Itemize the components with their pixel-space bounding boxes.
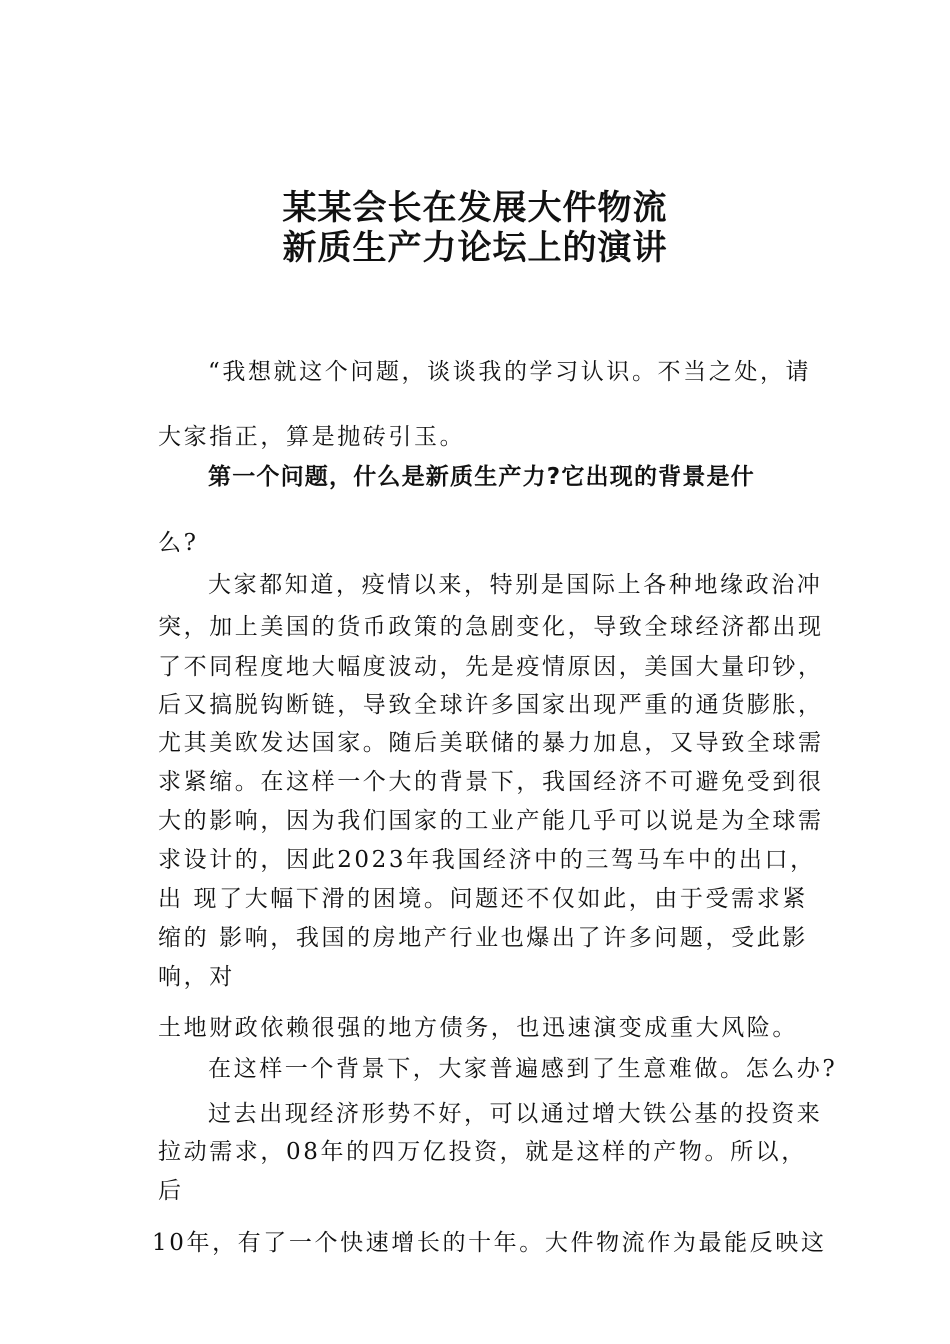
paragraph-line: 大家指正，算是抛砖引玉。 bbox=[158, 424, 466, 450]
paragraph-line: 突，加上美国的货币政策的急剧变化，导致全球经济都出现 bbox=[158, 614, 824, 640]
document-title-line-2: 新质生产力论坛上的演讲 bbox=[282, 228, 668, 268]
paragraph-line: 响，对 bbox=[158, 964, 235, 990]
paragraph-line: 10年，有了一个快速增长的十年。大件物流作为最能反映这 bbox=[152, 1230, 827, 1256]
paragraph-line: 在这样一个背景下，大家普遍感到了生意难做。怎么办? bbox=[208, 1056, 838, 1082]
paragraph-line: 出 现了大幅下滑的困境。问题还不仅如此，由于受需求紧 bbox=[158, 886, 808, 912]
section-heading-line: 么? bbox=[158, 530, 199, 556]
paragraph-line: 求设计的，因此2023年我国经济中的三驾马车中的出口， bbox=[158, 847, 816, 873]
paragraph-line: 后 bbox=[158, 1178, 184, 1204]
paragraph-line: 后又搞脱钩断链，导致全球许多国家出现严重的通货膨胀， bbox=[158, 692, 824, 718]
paragraph-line: 土地财政依赖很强的地方债务，也迅速演变成重大风险。 bbox=[158, 1015, 798, 1041]
paragraph-line: 求紧缩。在这样一个大的背景下，我国经济不可避免受到很 bbox=[158, 769, 824, 795]
paragraph-line: “我想就这个问题，谈谈我的学习认识。不当之处，请 bbox=[208, 359, 812, 385]
paragraph-line: 尤其美欧发达国家。随后美联储的暴力加息，又导致全球需 bbox=[158, 730, 824, 756]
paragraph-line: 缩的 影响，我国的房地产行业也爆出了许多问题，受此影 bbox=[158, 925, 808, 951]
section-heading-line: 第一个问题，什么是新质生产力?它出现的背景是什 bbox=[208, 464, 755, 490]
paragraph-line: 过去出现经济形势不好，可以通过增大铁公基的投资来 bbox=[208, 1101, 823, 1127]
paragraph-line: 了不同程度地大幅度波动，先是疫情原因，美国大量印钞， bbox=[158, 654, 824, 680]
document-title-line-1: 某某会长在发展大件物流 bbox=[282, 188, 668, 228]
paragraph-line: 大家都知道，疫情以来，特别是国际上各种地缘政治冲 bbox=[208, 572, 823, 598]
paragraph-line: 拉动需求，08年的四万亿投资，就是这样的产物。所以， bbox=[158, 1139, 807, 1165]
paragraph-line: 大的影响，因为我们国家的工业产能几乎可以说是为全球需 bbox=[158, 808, 824, 834]
